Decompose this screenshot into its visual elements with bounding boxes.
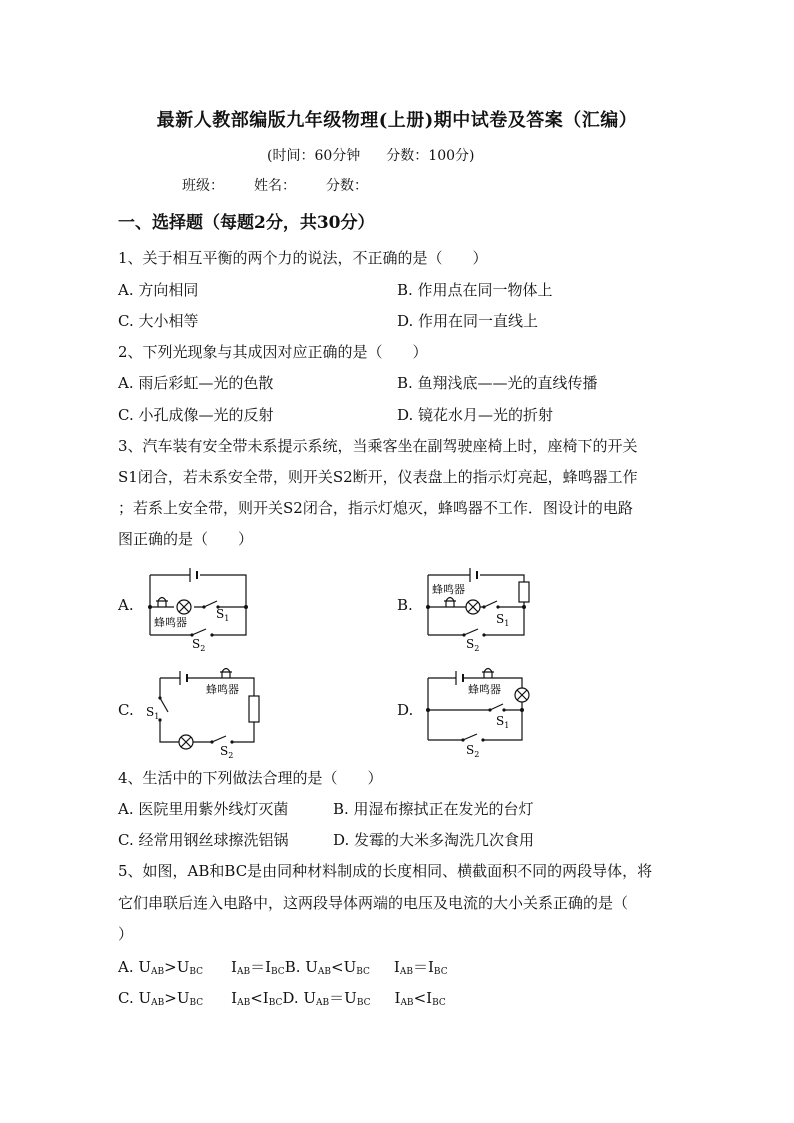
switch-s1-blade bbox=[160, 698, 168, 712]
buzzer-icon bbox=[156, 598, 168, 608]
switch-s1-label: $S_1$ bbox=[496, 612, 510, 628]
buzzer-icon bbox=[220, 669, 232, 679]
question-4-option-c: C. 经常用钢丝球擦洗铝锅 bbox=[118, 831, 289, 849]
circuit-a-label: A. bbox=[118, 596, 134, 614]
buzzer-label: 蜂鸣器 bbox=[468, 683, 501, 696]
switch-s1-blade bbox=[484, 601, 497, 607]
buzzer-label: 蜂鸣器 bbox=[154, 616, 187, 629]
circuit-b-label: B. bbox=[397, 596, 413, 614]
exam-meta bbox=[267, 145, 474, 165]
switch-s1-label: $S_1$ bbox=[146, 705, 160, 721]
buzzer-label: 蜂鸣器 bbox=[206, 683, 239, 696]
switch-s1-blade bbox=[490, 704, 503, 710]
circuit-d-label: D. bbox=[397, 701, 414, 719]
switch-s2-label: $S_2$ bbox=[192, 637, 206, 653]
circuit-diagram-b bbox=[418, 560, 538, 655]
circuit-c-label: C. bbox=[118, 701, 134, 719]
question-1-stem: 1、关于相互平衡的两个力的说法，不正确的是（ ） bbox=[118, 249, 488, 267]
question-3-line-1: 3、汽车装有安全带未系提示系统，当乘客坐在副驾驶座椅上时，座椅下的开关 bbox=[118, 437, 638, 455]
score-label: 分数： bbox=[326, 178, 368, 194]
question-4-option-a: A. 医院里用紫外线灯灭菌 bbox=[118, 800, 289, 818]
switch-s2-blade bbox=[463, 734, 477, 740]
question-1-option-b: B. 作用点在同一物体上 bbox=[397, 281, 553, 299]
question-3-line-4: 图正确的是（ ） bbox=[118, 530, 254, 548]
question-2-option-b: B. 鱼翔浅底——光的直线传播 bbox=[397, 374, 598, 392]
section-heading: 一、选择题（每题2分，共30分） bbox=[118, 213, 375, 233]
question-5-line-3: ） bbox=[118, 925, 134, 943]
switch-s1-label: $S_1$ bbox=[496, 714, 510, 730]
page-title: 最新人教部编版九年级物理(上册)期中试卷及答案（汇编） bbox=[156, 110, 638, 131]
circuit-diagram-c bbox=[140, 660, 270, 760]
question-4-stem: 4、生活中的下列做法合理的是（ ） bbox=[118, 769, 383, 787]
switch-s2-label: $S_2$ bbox=[220, 744, 234, 760]
switch-s2-label: $S_2$ bbox=[466, 743, 480, 759]
question-2-option-d: D. 镜花水月—光的折射 bbox=[397, 406, 554, 424]
buzzer-label: 蜂鸣器 bbox=[432, 583, 465, 596]
switch-s1-label: $S_1$ bbox=[216, 607, 230, 623]
question-5-line-1: 5、如图，AB和BC是由同种材料制成的长度相同、横截面积不同的两段导体，将 bbox=[118, 862, 653, 880]
question-4-option-d: D. 发霉的大米多淘洗几次食用 bbox=[333, 831, 535, 849]
question-5-options-cd: C. $U_{AB}>U_{BC}$ $I_{AB}<I_{BC}D$. $U_{AB}=U_{BC}$ $I_{AB}<I_{BC}$ bbox=[118, 989, 446, 1008]
buzzer-icon bbox=[482, 669, 494, 679]
resistor-icon bbox=[519, 582, 529, 602]
question-2-stem: 2、下列光现象与其成因对应正确的是（ ） bbox=[118, 343, 428, 361]
switch-s2-blade bbox=[212, 736, 226, 742]
exam-score: 分数：100分) bbox=[386, 148, 475, 164]
question-1-option-d: D. 作用在同一直线上 bbox=[397, 312, 539, 330]
class-label: 班级： bbox=[182, 178, 224, 194]
question-3-line-2: S1闭合，若未系安全带，则开关S2断开，仪表盘上的指示灯亮起，蜂鸣器工作 bbox=[118, 468, 638, 486]
question-5-options-ab: A. $U_{AB}>U_{BC}$ $I_{AB}=I_{BC}B$. $U_{AB}<U_{BC}$ $I_{AB}=I_{BC}$ bbox=[118, 958, 448, 977]
buzzer-icon bbox=[444, 598, 456, 608]
switch-s2-label: $S_2$ bbox=[466, 637, 480, 653]
switch-s2-blade bbox=[192, 629, 206, 635]
question-3-line-3: ；若系上安全带，则开关S2闭合，指示灯熄灭，蜂鸣器不工作．图设计的电路 bbox=[118, 499, 633, 517]
exam-time: (时间：60分钟 bbox=[267, 148, 361, 164]
question-2-option-c: C. 小孔成像—光的反射 bbox=[118, 406, 274, 424]
question-1-option-a: A. 方向相同 bbox=[118, 281, 199, 299]
question-1-option-c: C. 大小相等 bbox=[118, 312, 199, 330]
question-4-option-b: B. 用湿布擦拭正在发光的台灯 bbox=[333, 800, 534, 818]
switch-s2-blade bbox=[464, 629, 478, 635]
resistor-icon bbox=[249, 696, 259, 722]
student-info-line bbox=[182, 175, 368, 195]
question-2-option-a: A. 雨后彩虹—光的色散 bbox=[118, 374, 274, 392]
name-label: 姓名： bbox=[254, 178, 296, 194]
circuit-diagram-d bbox=[418, 660, 543, 760]
circuit-diagram-a bbox=[140, 560, 260, 655]
question-5-line-2: 它们串联后连入电路中，这两段导体两端的电压及电流的大小关系正确的是（ bbox=[118, 894, 629, 912]
